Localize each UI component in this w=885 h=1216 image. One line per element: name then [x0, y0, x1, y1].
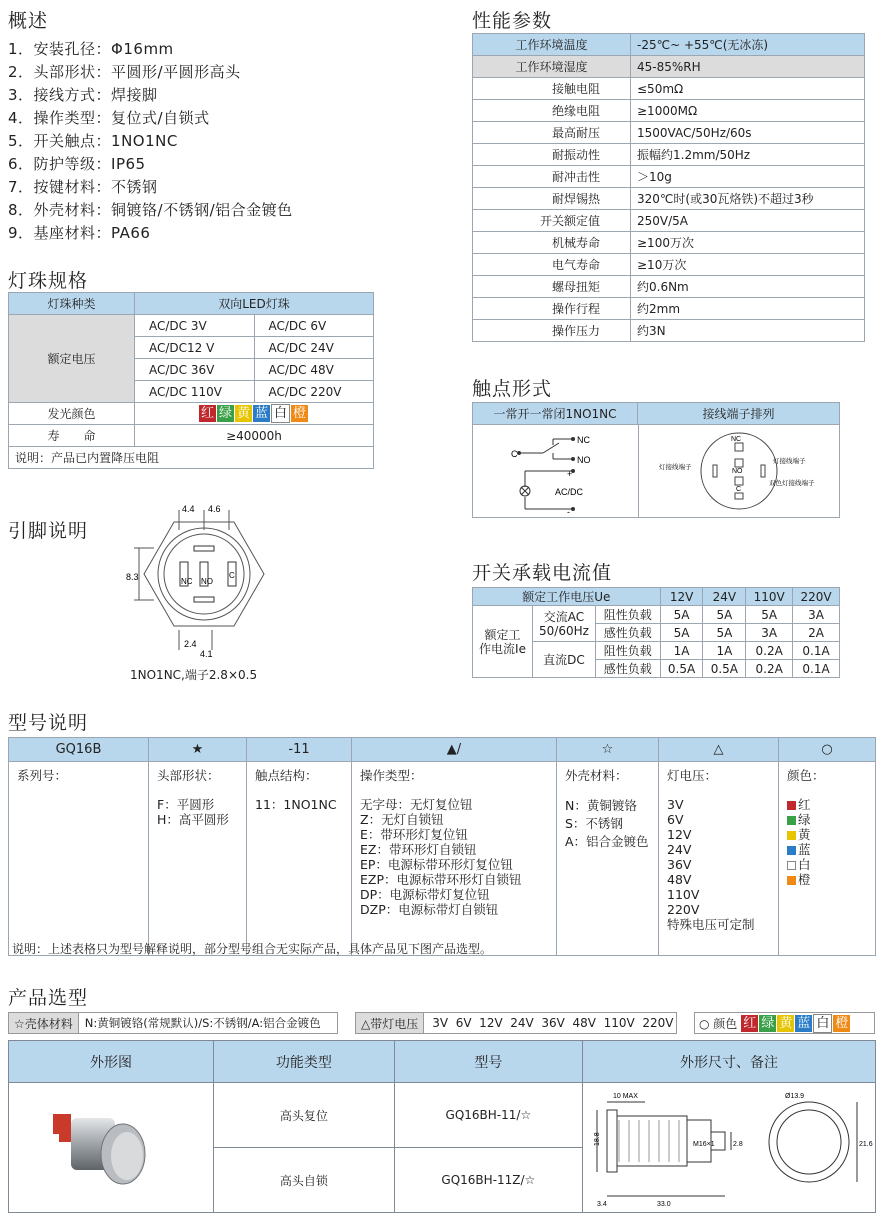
model-code: △ [659, 738, 779, 762]
voltage-cell: AC/DC 36V [135, 359, 255, 381]
model-code: ★ [149, 738, 247, 762]
load-type: 阻性负载 [595, 642, 660, 660]
model-table [8, 737, 876, 956]
table-row [9, 1041, 876, 1083]
product-header: 型号 [394, 1041, 582, 1083]
option: 220V [667, 902, 700, 917]
dim-4-4: 4.4 [182, 504, 195, 514]
load-type: 感性负载 [595, 660, 660, 678]
current-cell: 0.1A [793, 660, 840, 678]
option: H：高平圆形 [157, 812, 229, 827]
param-value: ≥100万次 [631, 232, 865, 254]
option: S：不锈钢 [565, 816, 623, 831]
voltage-cell: AC/DC 3V [135, 315, 255, 337]
model-title: 型号说明 [8, 712, 89, 734]
model-series [9, 762, 149, 956]
option: A：铝合金镀色 [565, 834, 649, 849]
table-row [473, 56, 865, 78]
performance-title: 性能参数 [472, 10, 553, 32]
current-cell: 0.5A [703, 660, 746, 678]
dim-8-3: 8.3 [126, 572, 139, 582]
white-dot-icon [787, 861, 796, 870]
dim-21-6: 21.6 [859, 1141, 873, 1148]
pin-no: NO [201, 577, 213, 586]
table-row [473, 100, 865, 122]
param-label: 操作行程 [473, 298, 631, 320]
current-cell: 5A [703, 624, 746, 642]
table-row [9, 762, 876, 956]
list-item: 1．安装孔径：Φ16mm [8, 40, 174, 58]
minus-label: - [567, 507, 570, 517]
model-code: ▲/ [352, 738, 557, 762]
color-selector [694, 1012, 875, 1034]
option: EP：电源标带环形灯复位钮 [360, 857, 513, 872]
table-row [9, 403, 374, 425]
dim-13-9: Ø13.9 [785, 1093, 805, 1100]
option: 110V [667, 887, 700, 902]
model-code: ☆ [557, 738, 659, 762]
function-cell: 高头复位 [213, 1083, 394, 1148]
param-value: ≥1000MΩ [631, 100, 865, 122]
current-table [472, 587, 840, 678]
option: DZP：电源标带灯自锁钮 [360, 902, 499, 917]
voltage-selector [355, 1012, 677, 1034]
current-cell: 0.2A [746, 660, 793, 678]
overview-list [8, 38, 293, 245]
product-header: 外形尺寸、备注 [583, 1041, 876, 1083]
t-lamp-right: 灯接线端子 [773, 458, 806, 465]
model-code: GQ16B [9, 738, 149, 762]
color-option: 黄 [787, 827, 867, 842]
color-badge-green: 绿 [761, 1015, 775, 1031]
option: 36V [667, 857, 692, 872]
param-value: 约3N [631, 320, 865, 342]
param-value: ≥10万次 [631, 254, 865, 276]
option: 24V [667, 842, 692, 857]
current-header: 220V [793, 588, 840, 606]
model-note: 说明：上述表格只为型号解释说明，部分型号组合无实际产品，具体产品见下图产品选型。 [12, 942, 493, 956]
color-badge-red: 红 [743, 1015, 757, 1031]
option: N：黄铜镀铬 [565, 798, 637, 813]
label: 系列号： [17, 768, 68, 783]
current-header: 额定工作电压Ue [473, 588, 661, 606]
option: EZ：带环形灯自锁钮 [360, 842, 477, 857]
param-value: 250V/5A [631, 210, 865, 232]
dim-2-4: 2.4 [184, 639, 197, 649]
param-label: 绝缘电阻 [473, 100, 631, 122]
label: 颜色： [787, 768, 825, 783]
table-row [473, 232, 865, 254]
table-row [473, 298, 865, 320]
led-col2: 双向LED灯珠 [135, 293, 374, 315]
rated-label: 额定工作电流Ie [473, 606, 533, 678]
life-label: 寿 命 [9, 425, 135, 447]
voltage-label: 额定电压 [9, 315, 135, 403]
voltage-cell: AC/DC 110V [135, 381, 255, 403]
param-label: 机械寿命 [473, 232, 631, 254]
table-row [9, 738, 876, 762]
color-option: 白 [787, 857, 867, 872]
yellow-dot-icon [787, 831, 796, 840]
color-badge-yellow: 黄 [779, 1015, 793, 1031]
param-label: 螺母扭矩 [473, 276, 631, 298]
voltage-cell: AC/DC12 V [135, 337, 255, 359]
color-badge-blue: 蓝 [797, 1015, 811, 1031]
option: 48V [667, 872, 692, 887]
material-selector [8, 1012, 338, 1034]
material-value: N:黄铜镀铬(常规默认)/S:不锈钢/A:铝合金镀色 [84, 1016, 321, 1030]
pin-c: C [229, 571, 235, 580]
current-cell: 1A [660, 642, 703, 660]
param-label: 接触电阻 [473, 78, 631, 100]
current-cell: 5A [703, 606, 746, 624]
voltage-cell: AC/DC 220V [254, 381, 374, 403]
label: 灯电压： [667, 768, 718, 783]
current-cell: 0.5A [660, 660, 703, 678]
pins-caption: 1NO1NC,端子2.8×0.5 [130, 668, 258, 682]
selection-title: 产品选型 [8, 987, 89, 1009]
current-cell: 5A [746, 606, 793, 624]
current-cell: 3A [793, 606, 840, 624]
nc-label: NC [577, 435, 590, 445]
option: E：带环形灯复位钮 [360, 827, 468, 842]
color-option: 蓝 [787, 842, 867, 857]
param-label: 最高耐压 [473, 122, 631, 144]
life-value: ≥40000h [135, 425, 374, 447]
option: F：平圆形 [157, 797, 215, 812]
contact-col1: 一常开一常闭1NO1NC [473, 403, 638, 425]
performance-table [472, 33, 865, 342]
color-badge-yellow: 黄 [236, 406, 250, 421]
table-row [473, 144, 865, 166]
list-item: 3．接线方式：焊接脚 [8, 86, 158, 104]
pins-title: 引脚说明 [8, 520, 89, 542]
table-row [473, 122, 865, 144]
option: EZP：电源标带环形灯自锁钮 [360, 872, 522, 887]
c-label: C [511, 449, 518, 459]
load-type: 感性负载 [595, 624, 660, 642]
table-row [473, 276, 865, 298]
table-row [9, 293, 374, 315]
table-row [9, 425, 374, 447]
ac-label: 交流AC 50/60Hz [533, 606, 596, 642]
table-row [473, 320, 865, 342]
param-value: 约2mm [631, 298, 865, 320]
table-row [473, 78, 865, 100]
led-table [8, 292, 374, 469]
list-item: 7．按键材料：不锈钢 [8, 178, 158, 196]
param-label: 耐焊锡热 [473, 188, 631, 210]
color-badges [741, 1014, 851, 1033]
color-badge-orange: 橙 [293, 406, 307, 421]
param-label: 操作压力 [473, 320, 631, 342]
label: 操作类型： [360, 768, 423, 783]
model-material [557, 762, 659, 956]
current-header: 24V [703, 588, 746, 606]
color-badge-white: 白 [813, 1014, 832, 1033]
blue-dot-icon [787, 846, 796, 855]
color-badge-red: 红 [200, 406, 214, 421]
model-code: -11 [247, 738, 352, 762]
contact-diagram [473, 425, 638, 517]
terminal-diagram [639, 425, 839, 517]
t-lamp-color: 双色灯接线端子 [769, 480, 815, 487]
dim-4-6: 4.6 [208, 504, 221, 514]
red-dot-icon [787, 801, 796, 810]
param-value: -25℃~ +55℃(无冰冻) [631, 34, 865, 56]
current-cell: 0.1A [793, 642, 840, 660]
plus-label: + [567, 469, 573, 479]
option: Z：无灯自锁钮 [360, 812, 444, 827]
label: 头部形状： [157, 768, 220, 783]
param-value: 320℃时(或30瓦烙铁)不超过3秒 [631, 188, 865, 210]
model-code: ○ [779, 738, 876, 762]
color-badge-orange: 橙 [835, 1015, 849, 1031]
voltage-cell: AC/DC 48V [254, 359, 374, 381]
current-cell: 0.2A [746, 642, 793, 660]
model-operation [352, 762, 557, 956]
led-col1: 灯珠种类 [9, 293, 135, 315]
dim-18-8: 18.8 [594, 1132, 601, 1146]
list-item: 2．头部形状：平圆形/平圆形高头 [8, 63, 241, 81]
label: 触点结构： [255, 768, 318, 783]
current-header: 110V [746, 588, 793, 606]
voltage-cell: AC/DC 24V [254, 337, 374, 359]
color-badge-blue: 蓝 [255, 406, 269, 421]
model-contact [247, 762, 352, 956]
contact-col2: 接线端子排列 [638, 403, 839, 425]
color-option: 绿 [787, 812, 867, 827]
voltage-cell: AC/DC 6V [254, 315, 374, 337]
function-cell: 高头自锁 [213, 1148, 394, 1213]
color-badge-green: 绿 [218, 406, 232, 421]
list-item: 9．基座材料：PA66 [8, 224, 151, 242]
contact-box [472, 402, 840, 518]
table-row [9, 1083, 876, 1148]
t-no: NO [732, 468, 743, 475]
param-value: 45-85%RH [631, 56, 865, 78]
current-cell: 2A [793, 624, 840, 642]
list-item: 5．开关触点：1NO1NC [8, 132, 178, 150]
param-label: 工作环境温度 [473, 34, 631, 56]
dc-label: 直流DC [533, 642, 596, 678]
table-row [473, 254, 865, 276]
label: 外壳材料： [565, 768, 628, 783]
current-cell: 5A [660, 624, 703, 642]
load-type: 阻性负载 [595, 606, 660, 624]
color-option: 红 [787, 797, 867, 812]
param-value: ＞10g [631, 166, 865, 188]
pin-diagram [124, 500, 284, 660]
model-cell: GQ16BH-11Z/☆ [394, 1148, 582, 1213]
table-row [9, 447, 374, 469]
dimension-drawing [589, 1084, 873, 1208]
product-table [8, 1040, 876, 1213]
led-note: 说明：产品已内置降压电阻 [9, 447, 374, 469]
option: 11：1NO1NC [255, 797, 337, 812]
pin-nc: NC [181, 577, 193, 586]
table-row [473, 188, 865, 210]
product-header: 外形图 [9, 1041, 214, 1083]
option: 12V [667, 827, 692, 842]
param-label: 耐振动性 [473, 144, 631, 166]
table-row [9, 315, 374, 337]
dim-4-1: 4.1 [200, 649, 213, 659]
voltage-label: △带灯电压 [356, 1013, 424, 1033]
led-title: 灯珠规格 [8, 270, 89, 292]
param-label: 开关额定值 [473, 210, 631, 232]
param-label: 耐冲击性 [473, 166, 631, 188]
param-value: ≤50mΩ [631, 78, 865, 100]
color-option: 橙 [787, 872, 867, 887]
color-badges [135, 403, 374, 425]
dim-10max: 10 MAX [613, 1093, 638, 1100]
current-cell: 1A [703, 642, 746, 660]
voltage-value: 3V 6V 12V 24V 36V 48V 110V 220V [432, 1016, 674, 1030]
table-row [473, 166, 865, 188]
list-item: 6．防护等级：IP65 [8, 155, 146, 173]
option: 无字母：无灯复位钮 [360, 797, 473, 812]
current-cell: 3A [746, 624, 793, 642]
product-image-cell [9, 1083, 214, 1213]
no-label: NO [577, 455, 591, 465]
product-photo [15, 1084, 205, 1208]
green-dot-icon [787, 816, 796, 825]
table-row [473, 606, 840, 624]
list-item: 4．操作类型：复位式/自锁式 [8, 109, 210, 127]
dim-3-4: 3.4 [597, 1201, 607, 1208]
option: 6V [667, 812, 684, 827]
acdc-label: AC/DC [555, 487, 584, 497]
dim-33: 33.0 [657, 1201, 671, 1208]
model-color [779, 762, 876, 956]
color-label: ○ 颜色 [699, 1016, 738, 1031]
current-title: 开关承载电流值 [472, 562, 613, 584]
dim-2-8: 2.8 [733, 1141, 743, 1148]
option: DP：电源标带灯复位钮 [360, 887, 490, 902]
model-head-shape [149, 762, 247, 956]
product-header: 功能类型 [213, 1041, 394, 1083]
table-row [473, 588, 840, 606]
current-header: 12V [660, 588, 703, 606]
t-nc: NC [731, 436, 742, 443]
contact-title: 触点形式 [472, 378, 553, 400]
color-badge-white: 白 [271, 404, 290, 423]
dimension-cell [583, 1083, 876, 1213]
table-row [473, 34, 865, 56]
t-c: C [736, 486, 742, 493]
param-value: 振幅约1.2mm/50Hz [631, 144, 865, 166]
model-cell: GQ16BH-11/☆ [394, 1083, 582, 1148]
color-label: 发光颜色 [9, 403, 135, 425]
param-value: 1500VAC/50Hz/60s [631, 122, 865, 144]
current-cell: 5A [660, 606, 703, 624]
overview-title: 概述 [8, 10, 49, 32]
orange-dot-icon [787, 876, 796, 885]
option: 3V [667, 797, 684, 812]
param-label: 工作环境湿度 [473, 56, 631, 78]
material-label: ☆壳体材料 [9, 1013, 79, 1033]
param-label: 电气寿命 [473, 254, 631, 276]
param-value: 约0.6Nm [631, 276, 865, 298]
t-lamp-left: 灯接线端子 [659, 464, 692, 471]
table-row [473, 210, 865, 232]
option: 特殊电压可定制 [667, 917, 755, 932]
model-voltage [659, 762, 779, 956]
dim-m16: M16×1 [693, 1141, 715, 1148]
list-item: 8．外壳材料：铜镀铬/不锈钢/铝合金镀色 [8, 201, 293, 219]
